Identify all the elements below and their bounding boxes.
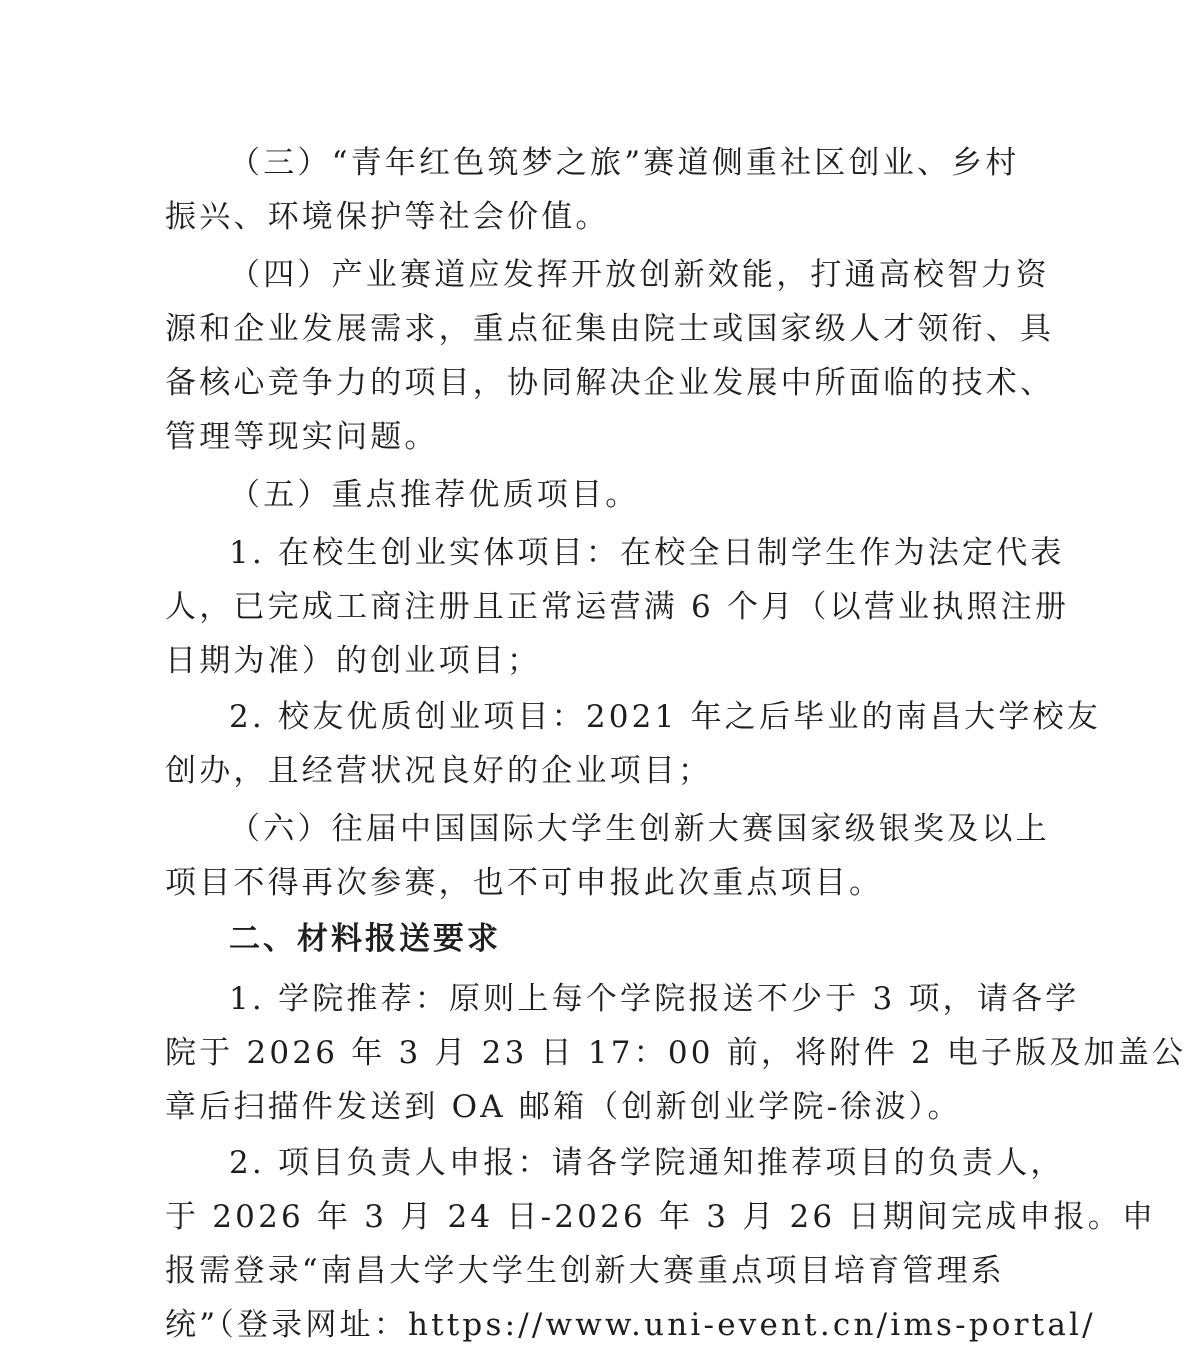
paragraph-subitem-1 <box>165 526 1070 688</box>
paragraph-line: 振兴、环境保护等社会价值。 <box>165 199 610 235</box>
paragraph-line: （四）产业赛道应发挥开放创新效能，打通高校智力资 <box>229 257 1050 293</box>
paragraph-line: 报需登录“南昌大学大学生创新大赛重点项目培育管理系 <box>165 1253 1005 1289</box>
paragraph-line: （六）往届中国国际大学生创新大赛国家级银奖及以上 <box>229 811 1050 847</box>
paragraph-item-4 <box>165 248 1055 464</box>
paragraph-item-6 <box>165 802 1050 910</box>
paragraph-line: 项目不得再次参赛，也不可申报此次重点项目。 <box>165 865 884 901</box>
paragraph-item-5 <box>165 468 917 522</box>
paragraph-line: 源和企业发展需求，重点征集由院士或国家级人才领衔、具 <box>165 311 1055 347</box>
paragraph-line: 2. 校友优质创业项目：2021 年之后毕业的南昌大学校友 <box>229 699 1101 735</box>
paragraph-line: （五）重点推荐优质项目。 <box>229 477 640 513</box>
paragraph-line: 创办，且经营状况良好的企业项目； <box>165 753 713 789</box>
paragraph-line: 院于 2026 年 3 月 23 日 17：00 前，将附件 2 电子版及加盖公 <box>165 1035 1186 1071</box>
requirement-item-1 <box>165 972 1186 1134</box>
paragraph-line: 统”（登录网址：https://www.uni-event.cn/ims-portal/ <box>165 1307 1096 1343</box>
paragraph-line: 1. 在校生创业实体项目：在校全日制学生作为法定代表 <box>229 535 1065 571</box>
paragraph-line: 章后扫描件发送到 OA 邮箱（创新创业学院-徐波）。 <box>165 1089 962 1125</box>
paragraph-line: 人，已完成工商注册且正常运营满 6 个月（以营业执照注册 <box>165 589 1070 625</box>
paragraph-item-3 <box>165 136 1020 244</box>
paragraph-line: 管理等现实问题。 <box>165 419 439 455</box>
paragraph-line: 于 2026 年 3 月 24 日-2026 年 3 月 26 日期间完成申报。申 <box>165 1199 1157 1235</box>
paragraph-subitem-2 <box>165 690 1101 798</box>
paragraph-line: （三）“青年红色筑梦之旅”赛道侧重社区创业、乡村 <box>229 145 1020 181</box>
section-heading <box>165 912 917 966</box>
paragraph-line: 1. 学院推荐：原则上每个学院报送不少于 3 项，请各学 <box>229 981 1080 1017</box>
requirement-item-2 <box>165 1136 1157 1352</box>
paragraph-line: 日期为准）的创业项目； <box>165 643 542 679</box>
section-heading-text: 二、材料报送要求 <box>229 921 501 957</box>
paragraph-line: 备核心竞争力的项目，协同解决企业发展中所面临的技术、 <box>165 365 1055 401</box>
paragraph-line: 2. 项目负责人申报：请各学院通知推荐项目的负责人， <box>229 1145 1065 1181</box>
